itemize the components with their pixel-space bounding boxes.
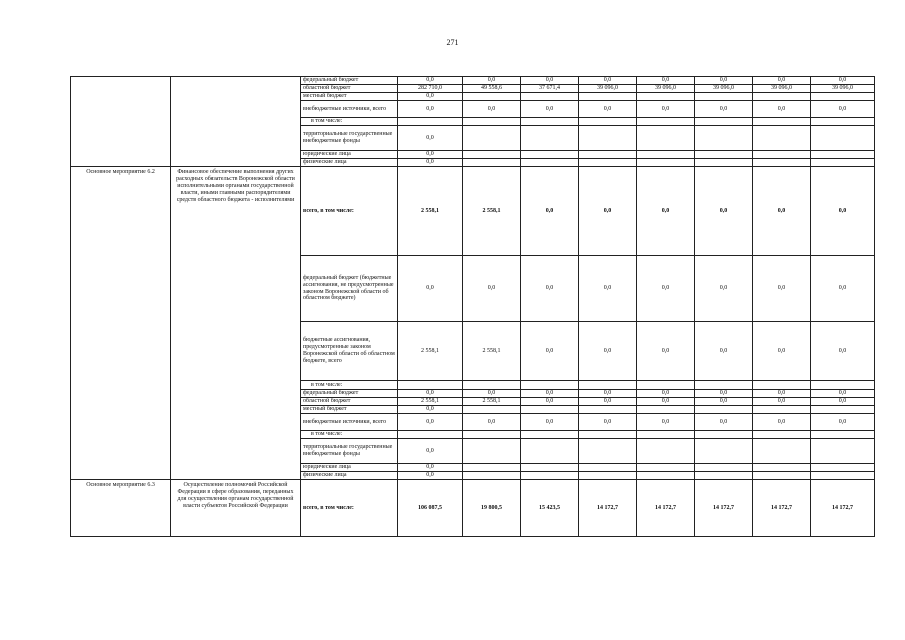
value-cell — [811, 151, 875, 159]
value-cell — [521, 93, 579, 101]
value-cell: 0,0 — [811, 390, 875, 398]
value-cell — [579, 381, 637, 390]
value-cell: 0,0 — [811, 398, 875, 406]
table-row — [71, 167, 875, 256]
value-cell: 0,0 — [637, 414, 695, 431]
value-cell — [637, 118, 695, 126]
value-cell — [637, 472, 695, 480]
value-cell — [637, 439, 695, 464]
value-cell — [695, 381, 753, 390]
value-cell: 0,0 — [463, 390, 521, 398]
value-cell: 0,0 — [637, 390, 695, 398]
value-cell: 106 087,5 — [398, 480, 463, 537]
value-cell: 0,0 — [637, 167, 695, 256]
source-label: территориальные государственные внебюджетные фонды — [301, 439, 398, 464]
source-label: всего, в том числе: — [301, 167, 398, 256]
value-cell: 0,0 — [695, 77, 753, 85]
value-cell: 2 558,1 — [463, 167, 521, 256]
value-cell — [637, 431, 695, 439]
source-label: юридические лица — [301, 151, 398, 159]
value-cell — [753, 126, 811, 151]
value-cell: 0,0 — [811, 414, 875, 431]
value-cell: 0,0 — [398, 126, 463, 151]
value-cell — [811, 439, 875, 464]
value-cell — [695, 151, 753, 159]
value-cell: 0,0 — [579, 77, 637, 85]
value-cell: 0,0 — [695, 322, 753, 381]
value-cell — [695, 93, 753, 101]
value-cell — [579, 472, 637, 480]
value-cell: 49 558,6 — [463, 85, 521, 93]
value-cell — [637, 151, 695, 159]
value-cell: 0,0 — [398, 439, 463, 464]
value-cell — [521, 381, 579, 390]
value-cell: 0,0 — [579, 101, 637, 118]
value-cell — [521, 439, 579, 464]
value-cell: 0,0 — [811, 101, 875, 118]
value-cell — [463, 381, 521, 390]
value-cell — [579, 126, 637, 151]
value-cell — [753, 439, 811, 464]
value-cell: 0,0 — [579, 322, 637, 381]
value-cell — [637, 93, 695, 101]
value-cell: 0,0 — [579, 390, 637, 398]
value-cell — [637, 126, 695, 151]
value-cell: 0,0 — [398, 93, 463, 101]
description-cell — [171, 77, 301, 167]
value-cell: 0,0 — [811, 77, 875, 85]
value-cell: 0,0 — [463, 414, 521, 431]
source-label: физические лица — [301, 472, 398, 480]
activity-cell — [71, 77, 171, 167]
activity-cell: Основное мероприятие 6.3 — [71, 480, 171, 537]
value-cell — [637, 381, 695, 390]
value-cell: 0,0 — [398, 406, 463, 414]
value-cell: 0,0 — [521, 322, 579, 381]
source-label: в том числе: — [301, 431, 398, 439]
value-cell: 14 172,7 — [637, 480, 695, 537]
value-cell — [695, 464, 753, 472]
value-cell — [753, 431, 811, 439]
value-cell: 0,0 — [521, 77, 579, 85]
value-cell — [695, 126, 753, 151]
value-cell — [521, 118, 579, 126]
value-cell — [521, 406, 579, 414]
value-cell: 14 172,7 — [753, 480, 811, 537]
source-label: федеральный бюджет (бюджетные ассигнования, не предусмотренные законом Воронежской области об областном бюджете) — [301, 256, 398, 322]
value-cell: 2 558,1 — [463, 398, 521, 406]
value-cell: 0,0 — [398, 464, 463, 472]
source-label: физические лица — [301, 159, 398, 167]
value-cell: 37 671,4 — [521, 85, 579, 93]
value-cell: 0,0 — [753, 414, 811, 431]
value-cell: 2 558,1 — [398, 322, 463, 381]
value-cell: 0,0 — [398, 151, 463, 159]
value-cell: 0,0 — [521, 390, 579, 398]
value-cell: 39 096,0 — [637, 85, 695, 93]
table-row — [71, 480, 875, 537]
activity-cell: Основное мероприятие 6.2 — [71, 167, 171, 480]
description-cell: Финансовое обеспечение выполнения других расходных обязательств Воронежской области исполнительными органами государственной власти, иными главными распорядителями средств областного бюджета - исполнителями — [171, 167, 301, 480]
value-cell: 0,0 — [398, 414, 463, 431]
value-cell — [398, 118, 463, 126]
value-cell: 0,0 — [398, 77, 463, 85]
value-cell: 0,0 — [753, 322, 811, 381]
value-cell — [753, 118, 811, 126]
source-label: федеральный бюджет — [301, 77, 398, 85]
value-cell — [637, 159, 695, 167]
value-cell — [753, 93, 811, 101]
value-cell — [463, 159, 521, 167]
value-cell — [463, 126, 521, 151]
source-label: территориальные государственные внебюджетные фонды — [301, 126, 398, 151]
value-cell: 0,0 — [521, 256, 579, 322]
value-cell: 0,0 — [398, 256, 463, 322]
table-row — [71, 77, 875, 85]
value-cell — [753, 159, 811, 167]
source-label: в том числе: — [301, 118, 398, 126]
value-cell — [463, 93, 521, 101]
source-label: местный бюджет — [301, 406, 398, 414]
value-cell — [463, 118, 521, 126]
value-cell — [695, 406, 753, 414]
value-cell — [463, 406, 521, 414]
value-cell — [753, 472, 811, 480]
budget-table — [70, 76, 875, 537]
value-cell: 2 558,1 — [463, 322, 521, 381]
value-cell: 0,0 — [695, 256, 753, 322]
value-cell: 14 172,7 — [579, 480, 637, 537]
value-cell — [695, 472, 753, 480]
source-label: внебюджетные источники, всего — [301, 414, 398, 431]
value-cell: 0,0 — [398, 159, 463, 167]
value-cell: 0,0 — [695, 414, 753, 431]
value-cell: 2 558,1 — [398, 167, 463, 256]
value-cell: 0,0 — [753, 398, 811, 406]
value-cell — [463, 431, 521, 439]
value-cell: 39 096,0 — [579, 85, 637, 93]
value-cell: 39 096,0 — [695, 85, 753, 93]
value-cell: 15 423,5 — [521, 480, 579, 537]
value-cell: 19 800,5 — [463, 480, 521, 537]
value-cell — [753, 381, 811, 390]
value-cell: 0,0 — [811, 256, 875, 322]
source-label: областной бюджет — [301, 398, 398, 406]
value-cell — [463, 151, 521, 159]
value-cell — [811, 431, 875, 439]
value-cell — [811, 406, 875, 414]
value-cell: 0,0 — [753, 77, 811, 85]
value-cell: 0,0 — [579, 414, 637, 431]
value-cell — [753, 406, 811, 414]
page-number: 271 — [446, 38, 459, 47]
value-cell — [579, 439, 637, 464]
value-cell: 0,0 — [521, 398, 579, 406]
value-cell: 0,0 — [753, 101, 811, 118]
value-cell — [811, 126, 875, 151]
source-label: бюджетные ассигнования, предусмотренные законом Воронежской области об областном бюджете, всего — [301, 322, 398, 381]
value-cell: 0,0 — [637, 398, 695, 406]
value-cell: 0,0 — [521, 101, 579, 118]
value-cell — [811, 159, 875, 167]
value-cell — [695, 118, 753, 126]
value-cell: 0,0 — [398, 101, 463, 118]
description-cell: Осуществление полномочий Российской Федерации в сфере образования, переданных для осуществления органам государственной власти субъектов Российской Федерации — [171, 480, 301, 537]
value-cell — [521, 472, 579, 480]
value-cell: 0,0 — [695, 101, 753, 118]
value-cell — [521, 431, 579, 439]
value-cell: 0,0 — [637, 77, 695, 85]
value-cell: 14 172,7 — [811, 480, 875, 537]
value-cell: 0,0 — [637, 256, 695, 322]
value-cell: 0,0 — [753, 390, 811, 398]
value-cell — [753, 151, 811, 159]
value-cell — [521, 464, 579, 472]
value-cell: 0,0 — [811, 167, 875, 256]
value-cell: 0,0 — [811, 322, 875, 381]
value-cell: 0,0 — [695, 167, 753, 256]
value-cell — [463, 464, 521, 472]
value-cell — [637, 464, 695, 472]
value-cell — [463, 472, 521, 480]
value-cell — [398, 381, 463, 390]
value-cell — [811, 118, 875, 126]
value-cell — [398, 431, 463, 439]
value-cell — [695, 439, 753, 464]
value-cell: 0,0 — [753, 167, 811, 256]
value-cell: 2 558,1 — [398, 398, 463, 406]
source-label: всего, в том числе: — [301, 480, 398, 537]
value-cell: 0,0 — [695, 390, 753, 398]
value-cell: 0,0 — [579, 167, 637, 256]
value-cell — [695, 159, 753, 167]
value-cell: 0,0 — [579, 256, 637, 322]
value-cell: 0,0 — [398, 472, 463, 480]
value-cell: 0,0 — [695, 398, 753, 406]
value-cell — [811, 464, 875, 472]
value-cell: 0,0 — [579, 398, 637, 406]
source-label: в том числе: — [301, 381, 398, 390]
value-cell — [637, 406, 695, 414]
value-cell: 0,0 — [637, 101, 695, 118]
value-cell — [579, 93, 637, 101]
value-cell — [695, 431, 753, 439]
value-cell — [579, 431, 637, 439]
value-cell: 39 096,0 — [811, 85, 875, 93]
value-cell: 0,0 — [463, 101, 521, 118]
source-label: юридические лица — [301, 464, 398, 472]
value-cell: 0,0 — [521, 414, 579, 431]
value-cell — [579, 118, 637, 126]
value-cell — [521, 159, 579, 167]
value-cell — [811, 381, 875, 390]
source-label: внебюджетные источники, всего — [301, 101, 398, 118]
value-cell — [521, 151, 579, 159]
source-label: областной бюджет — [301, 85, 398, 93]
value-cell: 0,0 — [521, 167, 579, 256]
value-cell — [521, 126, 579, 151]
value-cell: 0,0 — [637, 322, 695, 381]
value-cell: 39 096,0 — [753, 85, 811, 93]
value-cell: 0,0 — [463, 77, 521, 85]
value-cell — [579, 159, 637, 167]
value-cell — [579, 406, 637, 414]
value-cell: 0,0 — [398, 390, 463, 398]
value-cell: 0,0 — [753, 256, 811, 322]
value-cell — [579, 464, 637, 472]
value-cell: 14 172,7 — [695, 480, 753, 537]
value-cell: 282 710,0 — [398, 85, 463, 93]
value-cell — [579, 151, 637, 159]
source-label: федеральный бюджет — [301, 390, 398, 398]
value-cell — [811, 93, 875, 101]
value-cell — [811, 472, 875, 480]
value-cell — [753, 464, 811, 472]
value-cell: 0,0 — [463, 256, 521, 322]
source-label: местный бюджет — [301, 93, 398, 101]
value-cell — [463, 439, 521, 464]
